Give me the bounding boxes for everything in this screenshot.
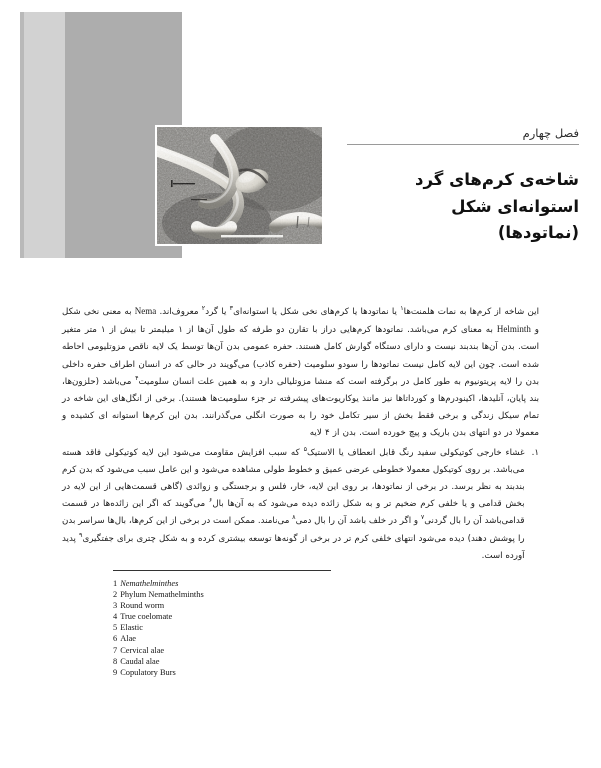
footnote-text: Cervical alae — [120, 645, 165, 655]
banner-edge-strip — [20, 12, 24, 258]
para1-seg7: می‌باشد (حلزون‌ها، بند پایان، آنلیدها، اکینودرم‌ها و کورداتاها نیز ماننذ یوکاریوت‌های پیشرفته تر جزء سلومیت‌ها هستند). برخی از انگل‌های این شاخه در تمام سیکل زندگی و برخی فقط بخش از سیر تکامل خود را به صورت انگلی می‌گذرانند. بدن این کرم‌ها استوانه ای کشیده و معمولا در دو انتهای بدن باریک و پیچ خورده است. بدن از ۴ لایه — [62, 376, 539, 439]
footnote-item — [113, 656, 413, 667]
page-title-line-3: (نماتودها) — [497, 223, 579, 243]
para1-seg1: این شاخه از کرم‌ها به نمات هلمنت‌ها — [403, 307, 540, 317]
footnote-text: Caudal alae — [120, 656, 160, 666]
li1-seg6: پدید آورده است. — [62, 533, 525, 561]
footnote-text: Nemathelminthes — [120, 579, 179, 588]
body-text-column — [62, 303, 539, 565]
numbered-list-item-1 — [62, 445, 539, 565]
footnote-ref-7: ۷ — [420, 513, 425, 522]
footnote-text: Elastic — [120, 623, 143, 633]
footnote-ref-5: ۵ — [303, 444, 308, 453]
li1-seg2: که سبب افزایش مقاومت می‌شود این لایه کوتیکولی فاقد هسته می‌باشد. بر روی کوتیکول معمولا خطوطی عرضی عمیق و خطوط طولی مشاهده می‌شود و این عامل سبب می‌شود که بدن کرم بندبند به نظر برسد. در برخی از نماتودها، بر روی این لایه، خار، فلس و برجستگی و زوائدی (گاهی قسمت‌هایی از این لایه در بخش قدامی و یا خلفی کرم ضخیم تر و به شکل زائده دیده می‌شود که به آن‌ها بال — [62, 447, 525, 510]
footnote-item — [113, 600, 413, 611]
nematode-micrograph — [157, 127, 322, 244]
footnote-number: 7 — [113, 645, 118, 655]
footnote-item — [113, 578, 413, 589]
chapter-label: فصل چهارم — [522, 126, 579, 140]
page-title — [347, 167, 579, 247]
footnote-ref-1: ۱ — [400, 304, 404, 313]
footnote-ref-9: ۹ — [79, 530, 83, 539]
footnote-separator — [113, 570, 331, 571]
footnote-item — [113, 611, 413, 622]
footnote-text: Phylum Nemathelminths — [120, 590, 204, 600]
footnote-number: 2 — [113, 590, 118, 600]
footnote-ref-3: ۳ — [229, 304, 234, 313]
chapter-divider — [347, 144, 579, 145]
footnote-item — [113, 645, 413, 656]
para1-seg2: یا نماتودها یا کرم‌های نخی شکل یا استوانه‌ای — [233, 307, 401, 317]
footnote-text: True coelomate — [120, 612, 173, 622]
latin-term-helminth: Helminth — [496, 324, 531, 335]
footnote-list — [113, 578, 413, 678]
para1-seg3: یا گرد — [205, 307, 230, 317]
latin-term-nema: Nema — [134, 306, 157, 316]
para1-seg4: معروف‌اند. — [156, 307, 202, 317]
footnote-ref-8: ۸ — [292, 513, 296, 522]
footnote-number: 3 — [113, 601, 118, 611]
list-item-marker: ۱. — [531, 447, 539, 458]
footnote-ref-6: ۶ — [208, 496, 213, 505]
footnote-ref-4: ۴ — [135, 373, 139, 382]
footnote-number: 4 — [113, 612, 118, 622]
footnote-text: Copulatory Burs — [120, 667, 176, 677]
page-title-line-1: شاخه‌ی کرم‌های گرد — [415, 169, 579, 189]
li1-seg3: می‌گویند که اگر این زائده‌ها در قسمت قدامی‌باشد آن را بال گردنی — [62, 499, 525, 527]
footnote-item — [113, 622, 413, 633]
footnote-ref-2: ۲ — [201, 304, 206, 313]
chapter-heading — [347, 126, 579, 258]
body-paragraph-1 — [62, 303, 539, 443]
page-title-line-2: استوانه‌ای شکل — [451, 196, 579, 216]
footnote-number: 6 — [113, 634, 118, 644]
footnote-item — [113, 589, 413, 600]
li1-seg5: می‌نامند. ممکن است در برخی از این کرم‌ها، بال‌ها سراسر بدن را پوشش دهند) دیده می‌شود انتهای خلفی کرم تر در برخی از گونه‌ها توسعه بیشتری کرده و به شکل چتری برای جفتگیری — [62, 516, 525, 544]
footnote-number: 5 — [113, 623, 118, 633]
para1-seg6: به معنای کرم می‌باشد. نماتودها کرم‌هایی دراز با تقارن دو طرفه که طول آن‌ها از ۱ میلیمتر تا بیش از ۱ متر متغیر است. بدن آن‌ها بندبند نیست و دارای دستگاه گوارش کامل هستند. حفره عمومی بدن آن‌ها توسط یک لایه ناقص مزوتلیومی احاطه شده است. چون این لایه کامل نیست نماتودها را سودو سلومیت (حفره کاذب) می‌گویند در حالی که در انسان اطراف حفره داخلی بدن را لایه پریتونیوم به طور کامل در برگرفته است که منشا مزوتلیالی دارد و به همین علت انسان سلومیت — [62, 325, 539, 387]
list-item-text — [62, 445, 525, 565]
li1-seg1: غشاء خارجی کوتیکولی سفید رنگ قابل انعطاف یا الاستیک — [307, 447, 525, 458]
banner-light-block — [24, 12, 65, 258]
footnote-number: 8 — [113, 656, 118, 666]
footnote-text: Round worm — [120, 601, 165, 611]
li1-seg4: و اگر در خلف باشد آن را بال دمی — [295, 516, 421, 527]
chapter-photo-frame — [155, 125, 324, 246]
footnotes-section — [113, 570, 413, 678]
footnote-number: 9 — [113, 667, 118, 677]
footnote-item — [113, 633, 413, 644]
footnote-item — [113, 667, 413, 678]
footnote-text: Alae — [120, 634, 136, 644]
footnote-number: 1 — [113, 579, 118, 588]
para1-seg5: به معنی نخی شکل و — [62, 307, 539, 336]
